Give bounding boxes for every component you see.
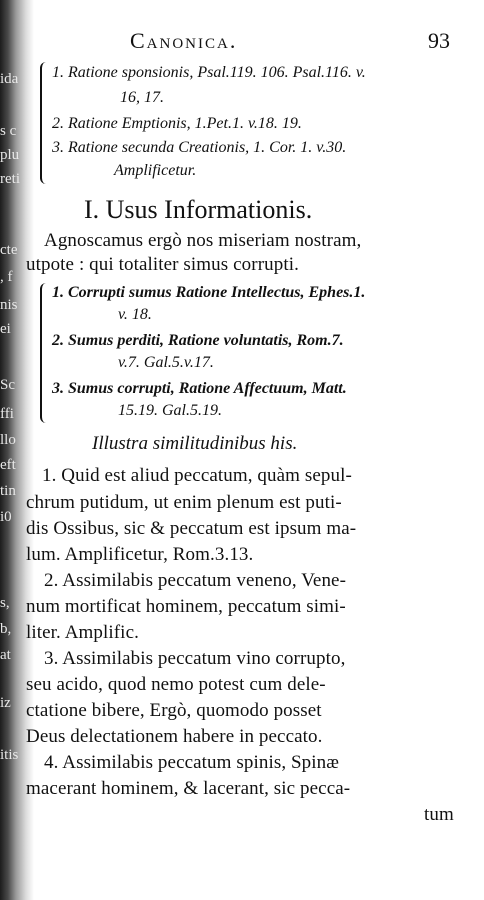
list-item: 3. Ratione secunda Creationis, 1. Cor. 1. v.30. <box>52 139 347 156</box>
list-item: v.7. Gal.5.v.17. <box>118 354 214 371</box>
edge-fragment: eft <box>0 458 16 473</box>
edge-fragment: s c <box>0 124 17 139</box>
paragraph-line: 4. Assimilabis peccatum spinis, Spinæ <box>44 752 340 773</box>
paragraph-line: lum. Amplificetur, Rom.3.13. <box>26 544 254 565</box>
list-brace <box>40 62 52 184</box>
list-item: 15.19. Gal.5.19. <box>118 402 222 419</box>
paragraph-line: seu acido, quod nemo potest cum dele- <box>26 674 326 695</box>
subheading: Illustra similitudinibus his. <box>92 433 298 454</box>
edge-fragment: plu <box>0 148 20 163</box>
paragraph-line: 2. Assimilabis peccatum veneno, Vene- <box>44 570 347 591</box>
edge-fragment: b, <box>0 622 12 637</box>
edge-fragment: , f <box>0 270 13 285</box>
section-heading: I. Usus Informationis. <box>84 195 313 224</box>
paragraph-line: dis Ossibus, sic & peccatum est ipsum ma- <box>26 518 357 539</box>
edge-fragment: ei <box>0 322 11 337</box>
paragraph-line: utpote : qui totaliter simus corrupti. <box>26 254 299 275</box>
list-item: 2. Sumus perditi, Ratione voluntatis, Rom.7. <box>52 332 344 349</box>
paragraph-line: Agnoscamus ergò nos miseriam nostram, <box>44 230 362 251</box>
edge-fragment: s, <box>0 596 10 611</box>
edge-fragment: i0 <box>0 510 12 525</box>
edge-fragment: Sc <box>0 378 15 393</box>
edge-fragment: ffi <box>0 407 14 422</box>
page-number: 93 <box>428 28 450 53</box>
paragraph-line: macerant hominem, & lacerant, sic pecca- <box>26 778 351 799</box>
paragraph-line: num mortificat hominem, peccatum simi- <box>26 596 346 617</box>
paragraph-line: Deus delectationem habere in peccato. <box>26 726 323 747</box>
edge-fragment: reti <box>0 172 20 187</box>
running-head: Canonica. <box>130 28 238 53</box>
edge-fragment: llo <box>0 433 16 448</box>
list-item: 3. Sumus corrupti, Ratione Affectuum, Matt. <box>52 380 347 397</box>
paragraph-line: 1. Quid est aliud peccatum, quàm sepul- <box>42 465 352 486</box>
paragraph-line: chrum putidum, ut enim plenum est puti- <box>26 492 342 513</box>
edge-fragment: ida <box>0 72 19 87</box>
list-item: Amplificetur. <box>114 162 197 179</box>
paragraph-line: liter. Amplific. <box>26 622 139 643</box>
paragraph-line: ctatione bibere, Ergò, quomodo posset <box>26 700 322 721</box>
edge-fragment: tin <box>0 484 16 499</box>
edge-fragment: at <box>0 648 11 663</box>
list-brace <box>40 283 52 423</box>
list-item: 1. Corrupti sumus Ratione Intellectus, Ephes.1. <box>52 284 366 301</box>
list-item: 1. Ratione sponsionis, Psal.119. 106. Psal.116. v. <box>52 64 366 81</box>
edge-fragment: iz <box>0 696 11 711</box>
edge-fragment: nis <box>0 298 18 313</box>
list-item: 2. Ratione Emptionis, 1.Pet.1. v.18. 19. <box>52 115 302 132</box>
edge-fragment: cte <box>0 243 18 258</box>
edge-fragment: itis <box>0 748 19 763</box>
paragraph-line: 3. Assimilabis peccatum vino corrupto, <box>44 648 346 669</box>
catchword: tum <box>424 804 454 825</box>
list-item: v. 18. <box>118 306 152 323</box>
list-item: 16, 17. <box>120 89 164 106</box>
